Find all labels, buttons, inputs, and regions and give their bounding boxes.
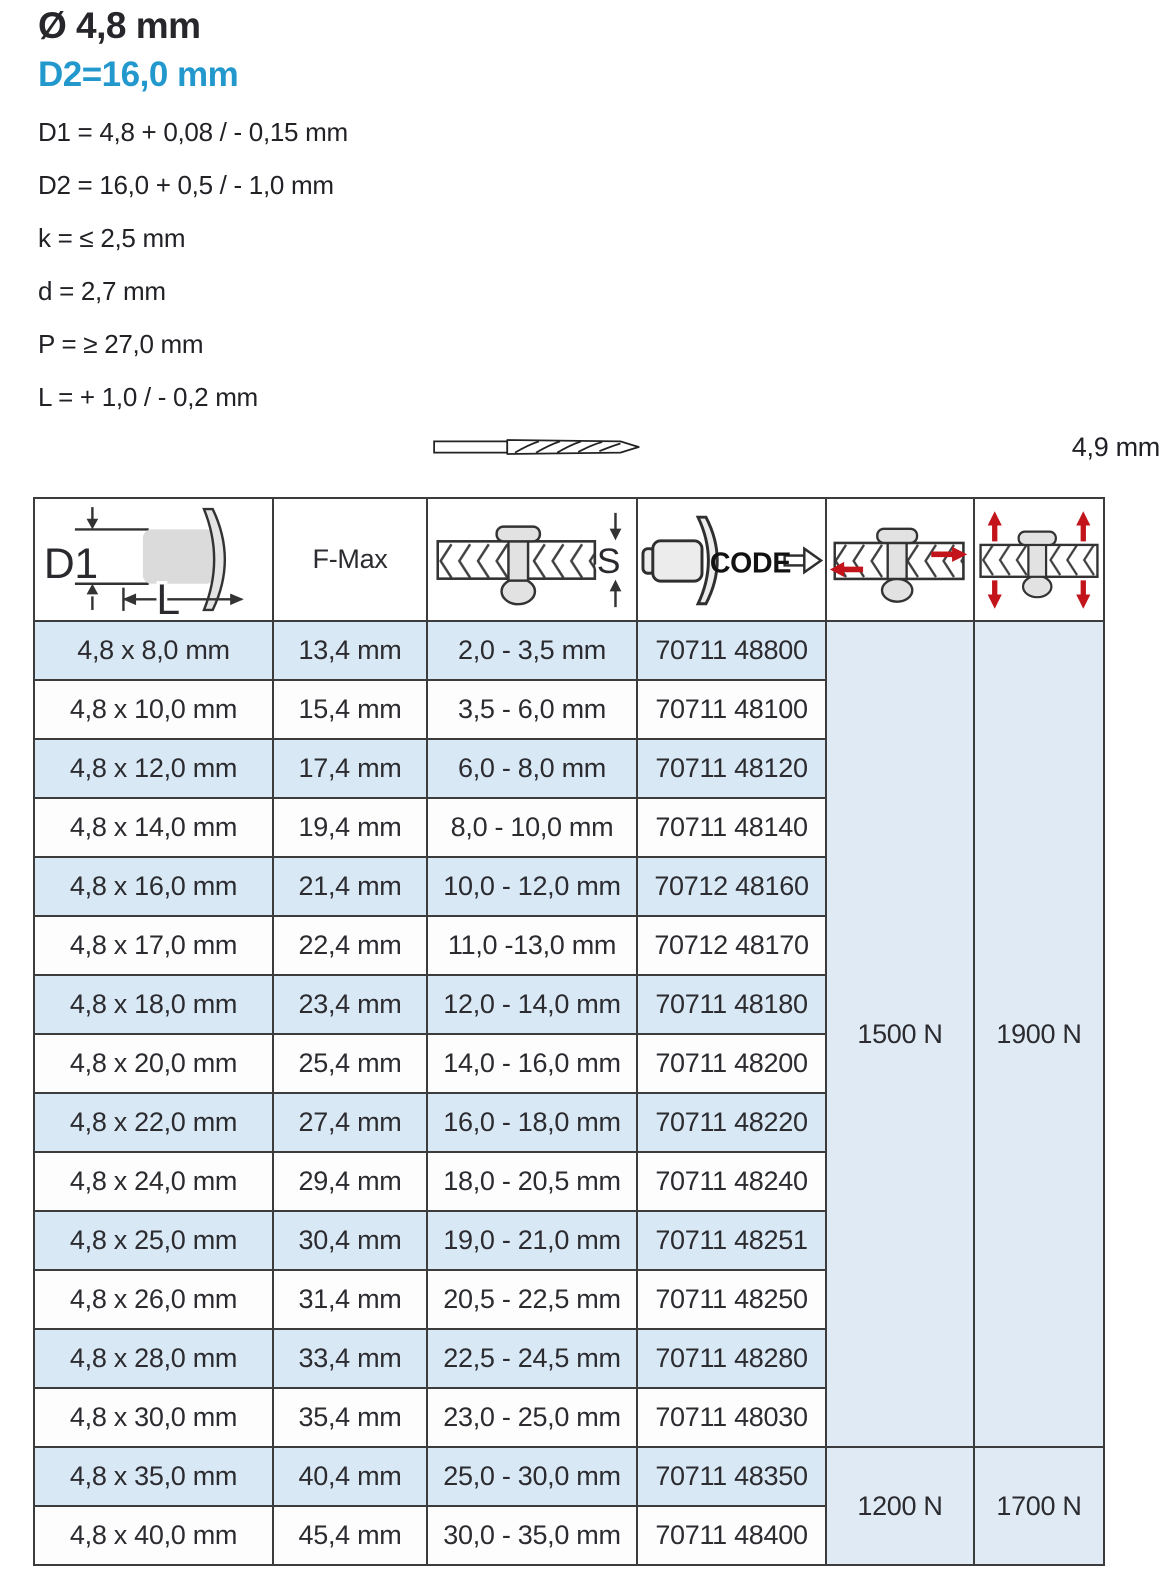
fmax-cell: 19,4 mm	[273, 798, 427, 857]
dimension-cell: 4,8 x 22,0 mm	[34, 1093, 273, 1152]
code-cell: 70711 48140	[637, 798, 826, 857]
grip-range-cell: 25,0 - 30,0 mm	[427, 1447, 637, 1506]
grip-range-cell: 16,0 - 18,0 mm	[427, 1093, 637, 1152]
spec-line-k: k = ≤ 2,5 mm	[38, 223, 186, 254]
code-cell: 70711 48240	[637, 1152, 826, 1211]
grip-range-cell: 30,0 - 35,0 mm	[427, 1506, 637, 1565]
fmax-cell: 35,4 mm	[273, 1388, 427, 1447]
rivet-spec-table	[33, 497, 1105, 1566]
code-cell: 70711 48250	[637, 1270, 826, 1329]
dimension-cell: 4,8 x 20,0 mm	[34, 1034, 273, 1093]
fmax-cell: 17,4 mm	[273, 739, 427, 798]
code-cell: 70711 48350	[637, 1447, 826, 1506]
code-icon	[641, 508, 823, 612]
dimension-cell: 4,8 x 40,0 mm	[34, 1506, 273, 1565]
dimension-cell: 4,8 x 17,0 mm	[34, 916, 273, 975]
fmax-cell: 21,4 mm	[273, 857, 427, 916]
label-code: CODE	[709, 546, 791, 579]
dimension-cell: 4,8 x 35,0 mm	[34, 1447, 273, 1506]
code-cell: 70711 48200	[637, 1034, 826, 1093]
dimension-cell: 4,8 x 14,0 mm	[34, 798, 273, 857]
page-subtitle: D2=16,0 mm	[38, 54, 239, 94]
dimension-cell: 4,8 x 10,0 mm	[34, 680, 273, 739]
spec-line-d: d = 2,7 mm	[38, 276, 166, 307]
fmax-cell: 30,4 mm	[273, 1211, 427, 1270]
code-cell: 70711 48280	[637, 1329, 826, 1388]
grip-range-cell: 3,5 - 6,0 mm	[427, 680, 637, 739]
label-d1: D1	[43, 540, 98, 589]
fmax-label: F-Max	[312, 544, 388, 575]
fmax-cell: 13,4 mm	[273, 621, 427, 680]
fmax-cell: 22,4 mm	[273, 916, 427, 975]
header-shear-strength	[826, 498, 974, 621]
shear-strength-cell: 1200 N	[826, 1447, 974, 1565]
dimension-cell: 4,8 x 24,0 mm	[34, 1152, 273, 1211]
dimension-cell: 4,8 x 28,0 mm	[34, 1329, 273, 1388]
grip-range-cell: 23,0 - 25,0 mm	[427, 1388, 637, 1447]
page-title: Ø 4,8 mm	[38, 5, 201, 46]
header-dimensions	[34, 498, 273, 621]
header-grip-range	[427, 498, 637, 621]
spec-row	[34, 1447, 1104, 1506]
tensile-strength-cell: 1900 N	[974, 621, 1104, 1447]
table-header-row	[34, 498, 1104, 621]
tensile-strength-cell: 1700 N	[974, 1447, 1104, 1565]
code-cell: 70711 48220	[637, 1093, 826, 1152]
grip-range-icon	[433, 505, 631, 615]
code-cell: 70711 48400	[637, 1506, 826, 1565]
grip-range-cell: 10,0 - 12,0 mm	[427, 857, 637, 916]
dimension-cell: 4,8 x 30,0 mm	[34, 1388, 273, 1447]
dimension-cell: 4,8 x 26,0 mm	[34, 1270, 273, 1329]
fmax-cell: 25,4 mm	[273, 1034, 427, 1093]
spec-row	[34, 621, 1104, 680]
code-cell: 70711 48030	[637, 1388, 826, 1447]
code-cell: 70711 48251	[637, 1211, 826, 1270]
header-tensile-strength	[974, 498, 1104, 621]
drill-row	[38, 428, 1160, 466]
fmax-cell: 40,4 mm	[273, 1447, 427, 1506]
grip-range-cell: 14,0 - 16,0 mm	[427, 1034, 637, 1093]
drill-bit-icon	[432, 432, 650, 462]
code-cell: 70712 48170	[637, 916, 826, 975]
grip-range-cell: 12,0 - 14,0 mm	[427, 975, 637, 1034]
spec-line-l: L = + 1,0 / - 0,2 mm	[38, 382, 258, 413]
spec-line-p: P = ≥ 27,0 mm	[38, 329, 204, 360]
grip-range-cell: 18,0 - 20,5 mm	[427, 1152, 637, 1211]
code-cell: 70712 48160	[637, 857, 826, 916]
dimension-cell: 4,8 x 18,0 mm	[34, 975, 273, 1034]
fmax-cell: 45,4 mm	[273, 1506, 427, 1565]
label-l: L	[155, 576, 180, 616]
grip-range-cell: 6,0 - 8,0 mm	[427, 739, 637, 798]
dimension-cell: 4,8 x 8,0 mm	[34, 621, 273, 680]
specs-block	[0, 0, 1160, 466]
rivet-dimension-icon	[40, 504, 268, 615]
spec-line-d1: D1 = 4,8 + 0,08 / - 0,15 mm	[38, 117, 348, 148]
dimension-cell: 4,8 x 25,0 mm	[34, 1211, 273, 1270]
grip-range-cell: 19,0 - 21,0 mm	[427, 1211, 637, 1270]
spec-line-d2: D2 = 16,0 + 0,5 / - 1,0 mm	[38, 170, 334, 201]
code-cell: 70711 48800	[637, 621, 826, 680]
label-s: S	[596, 541, 621, 581]
fmax-cell: 27,4 mm	[273, 1093, 427, 1152]
shear-strength-icon	[829, 506, 971, 614]
code-cell: 70711 48180	[637, 975, 826, 1034]
grip-range-cell: 2,0 - 3,5 mm	[427, 621, 637, 680]
fmax-cell: 15,4 mm	[273, 680, 427, 739]
code-cell: 70711 48120	[637, 739, 826, 798]
drill-size-label: 4,9 mm	[1071, 431, 1160, 462]
dimension-cell: 4,8 x 16,0 mm	[34, 857, 273, 916]
grip-range-cell: 8,0 - 10,0 mm	[427, 798, 637, 857]
fmax-cell: 31,4 mm	[273, 1270, 427, 1329]
fmax-cell: 23,4 mm	[273, 975, 427, 1034]
header-code	[637, 498, 826, 621]
code-cell: 70711 48100	[637, 680, 826, 739]
grip-range-cell: 22,5 - 24,5 mm	[427, 1329, 637, 1388]
fmax-cell: 29,4 mm	[273, 1152, 427, 1211]
shear-strength-cell: 1500 N	[826, 621, 974, 1447]
dimension-cell: 4,8 x 12,0 mm	[34, 739, 273, 798]
tensile-strength-icon	[977, 505, 1101, 615]
header-fmax	[273, 498, 427, 621]
grip-range-cell: 11,0 -13,0 mm	[427, 916, 637, 975]
grip-range-cell: 20,5 - 22,5 mm	[427, 1270, 637, 1329]
fmax-cell: 33,4 mm	[273, 1329, 427, 1388]
